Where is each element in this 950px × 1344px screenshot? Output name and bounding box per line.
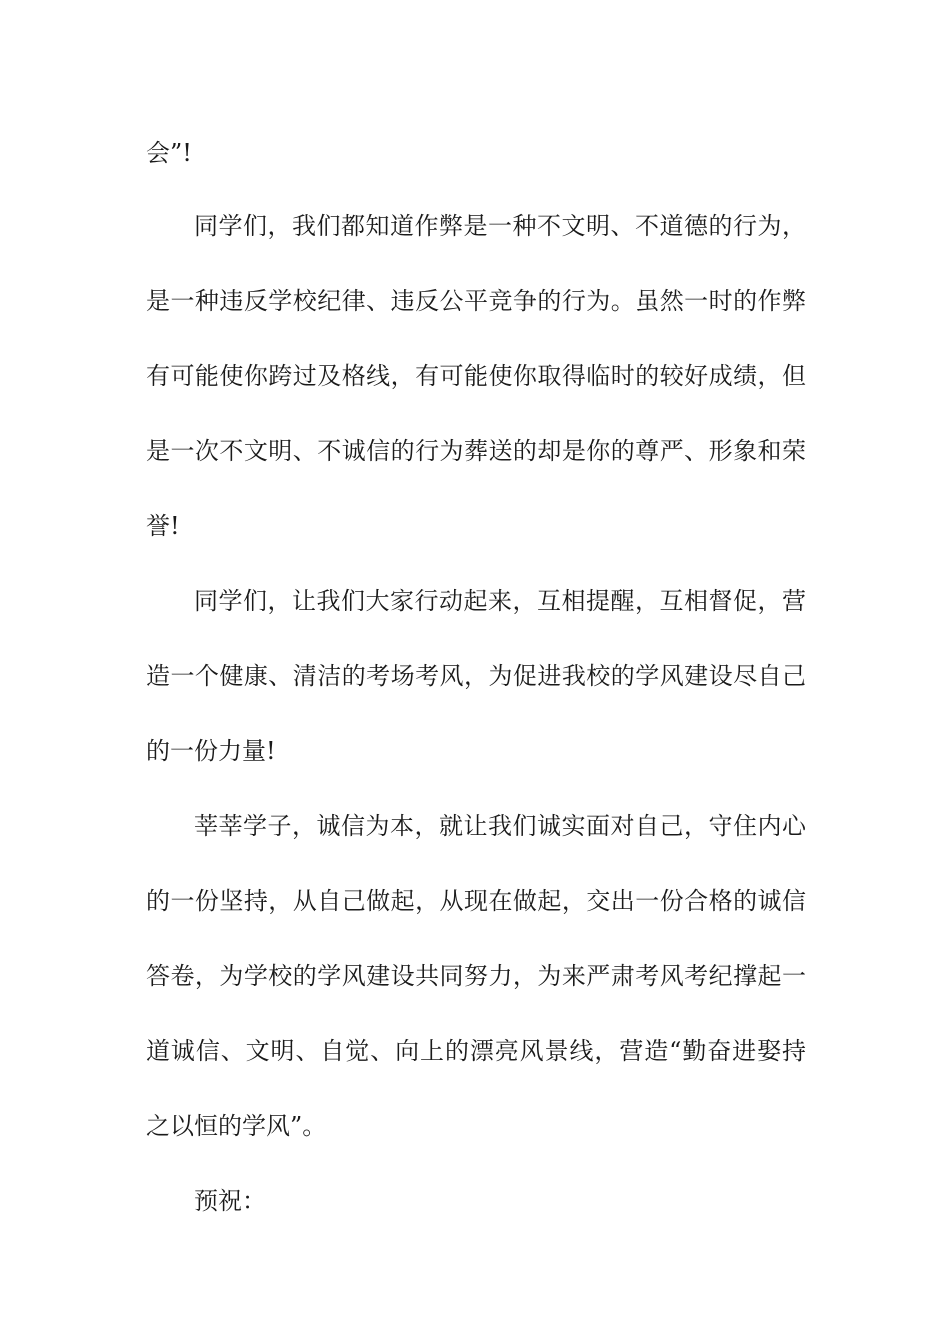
text-line: 之以恒的学风”。 [146, 1112, 327, 1140]
paragraph-first-line: 同学们，我们都知道作弊是一种不文明、不道德的行为， [194, 212, 806, 240]
text-line: 的一份坚持，从自己做起，从现在做起，交出一份合格的诚信 [146, 887, 806, 915]
text-line: 的一份力量! [146, 737, 276, 765]
text-line: 会”! [146, 139, 192, 167]
text-line: 造一个健康、清洁的考场考风，为促进我校的学风建设尽自己 [146, 662, 806, 690]
text-line: 是一次不文明、不诚信的行为葬送的却是你的尊严、形象和荣 [146, 437, 806, 465]
text-line: 誉! [146, 512, 180, 540]
text-line: 有可能使你跨过及格线，有可能使你取得临时的较好成绩，但 [146, 362, 806, 390]
paragraph-first-line: 莘莘学子，诚信为本，就让我们诚实面对自己，守住内心 [194, 812, 806, 840]
text-line: 答卷，为学校的学风建设共同努力，为来严肃考风考纪撑起一 [146, 962, 806, 990]
text-line: 是一种违反学校纪律、违反公平竞争的行为。虽然一时的作弊 [146, 287, 806, 315]
paragraph-first-line: 预祝： [194, 1187, 266, 1215]
text-line: 道诚信、文明、自觉、向上的漂亮风景线，营造“勤奋进娶持 [146, 1037, 806, 1065]
paragraph-first-line: 同学们，让我们大家行动起来，互相提醒，互相督促，营 [194, 587, 806, 615]
